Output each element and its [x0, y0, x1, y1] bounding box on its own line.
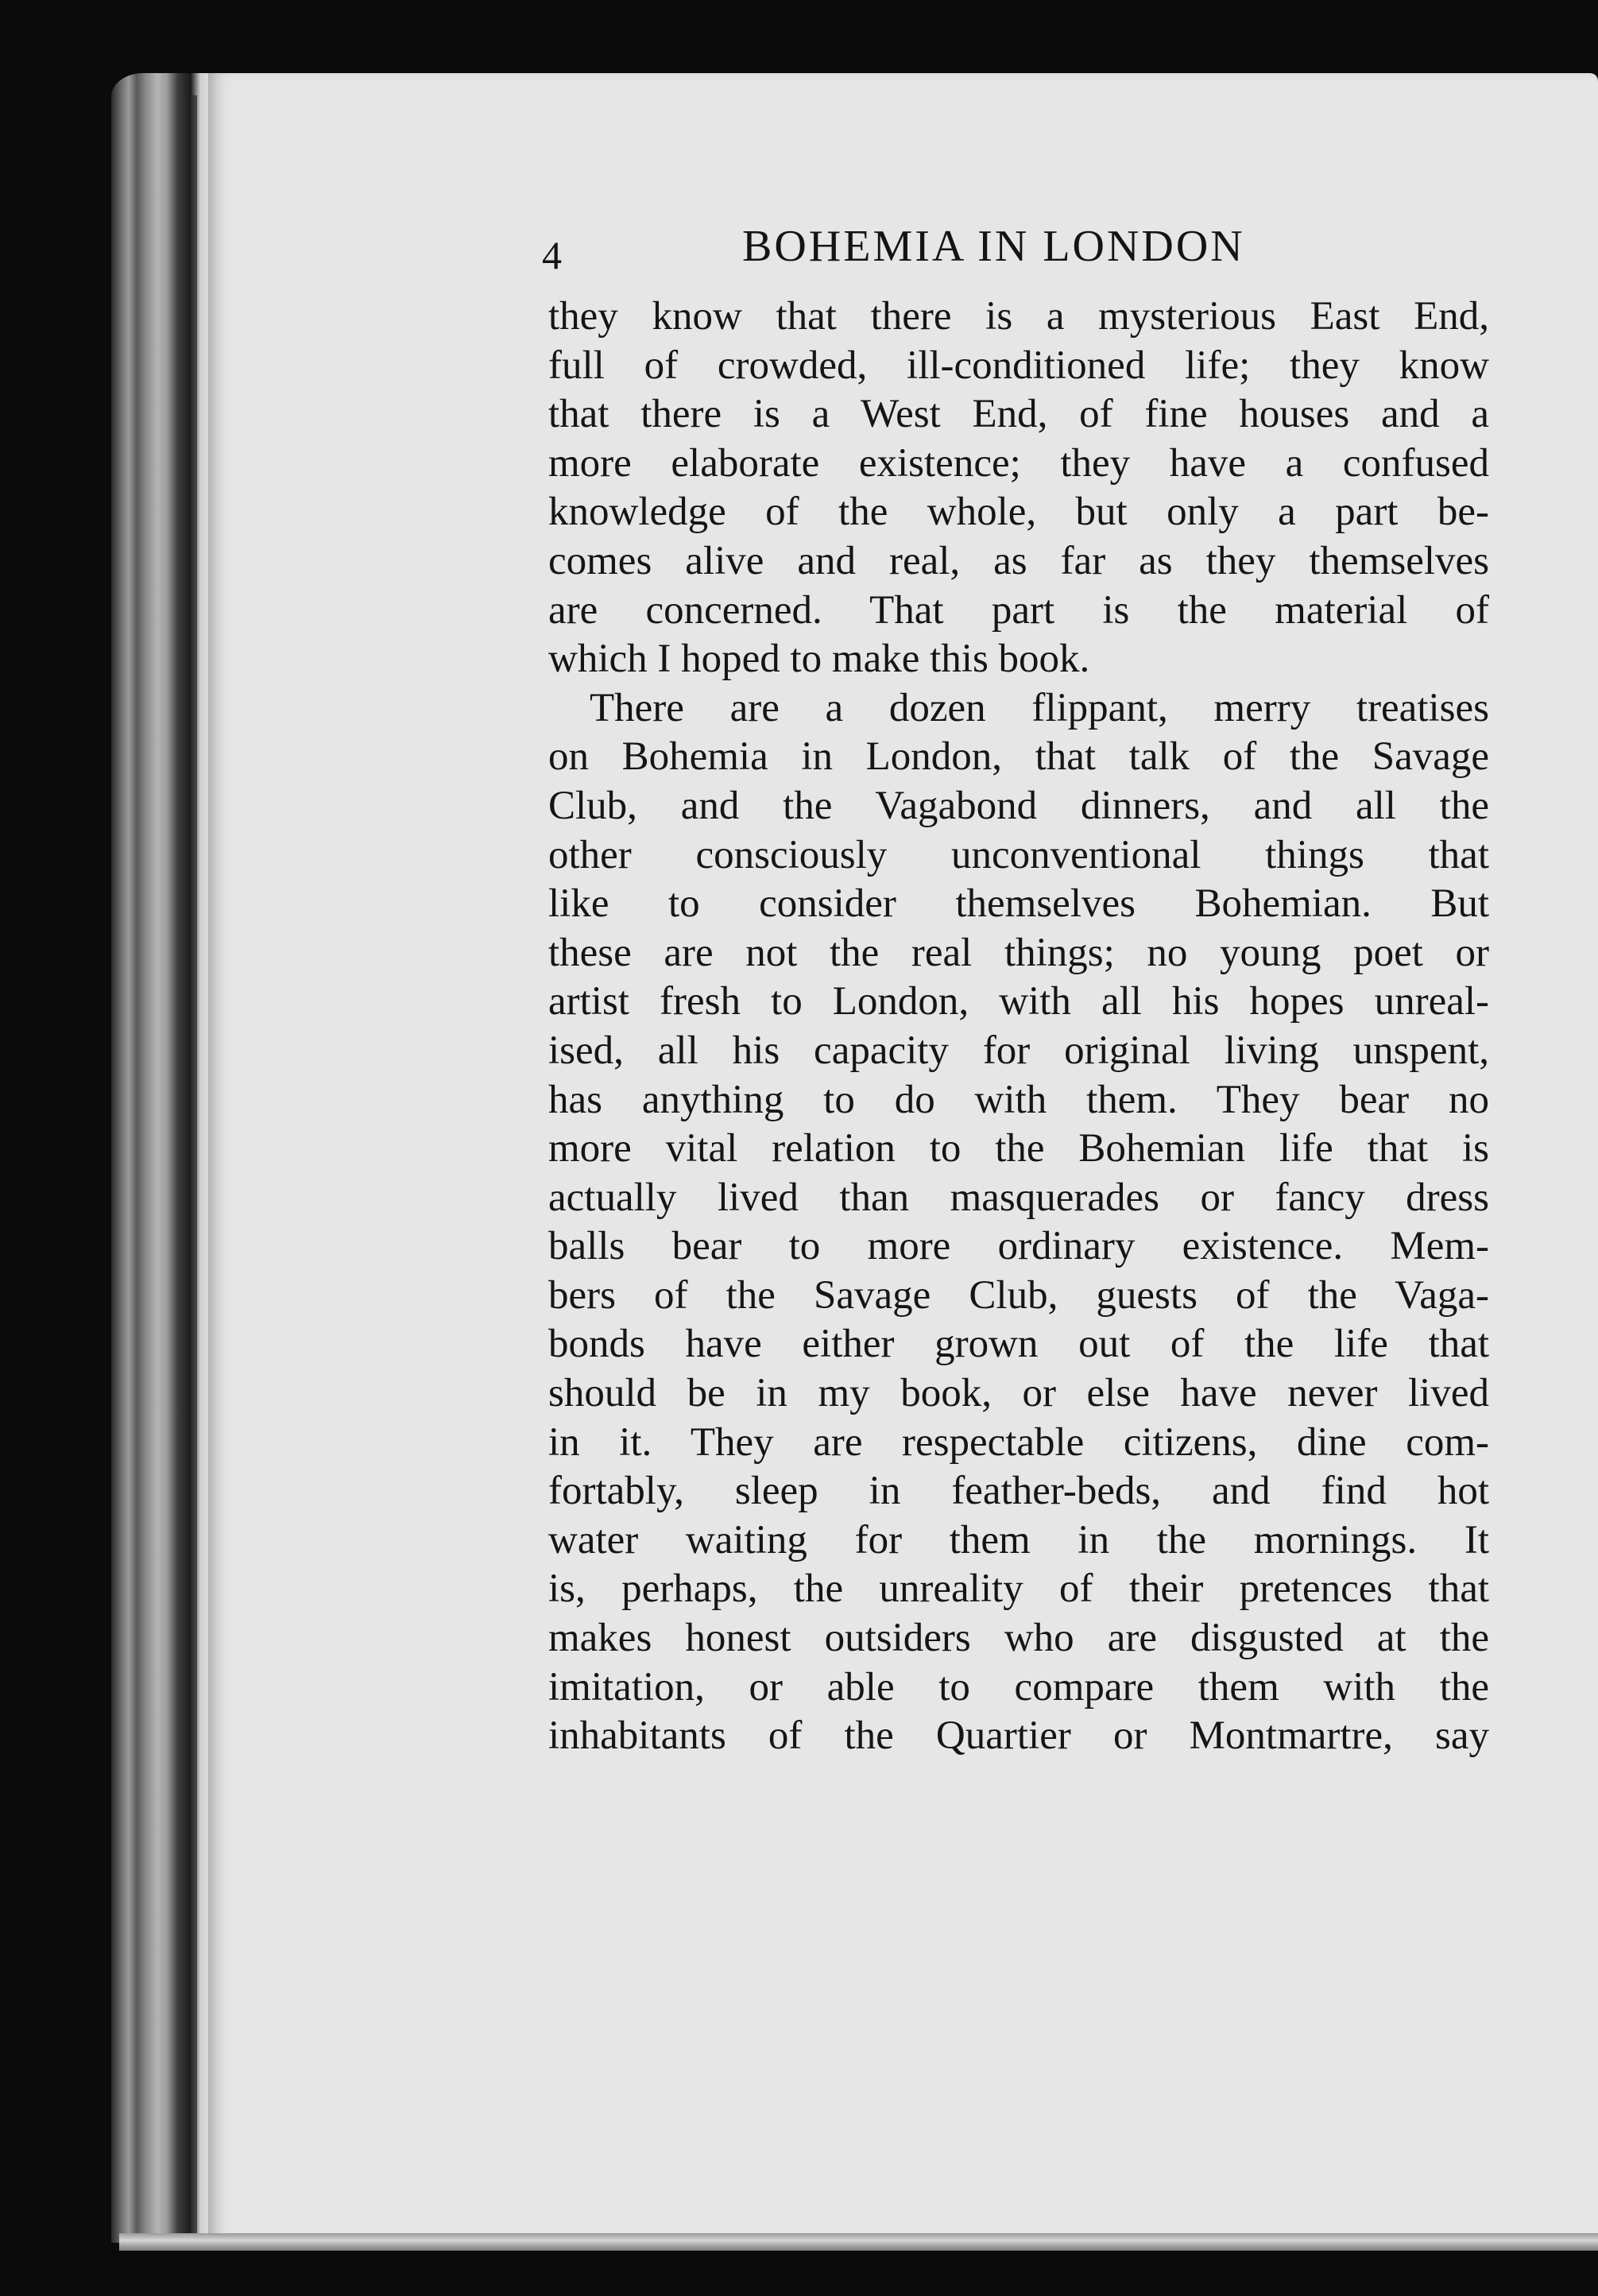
text-line: on Bohemia in London, that talk of the Savage — [548, 734, 1489, 780]
gutter-shadow — [191, 95, 197, 2233]
text-line: actually lived than masquerades or fancy dress — [548, 1175, 1489, 1220]
book-spine-edge — [111, 73, 222, 2243]
text-line: other consciously unconventional things that — [548, 832, 1489, 877]
text-line: more vital relation to the Bohemian life that is — [548, 1126, 1489, 1171]
text-line: these are not the real things; no young poet or — [548, 930, 1489, 975]
text-line: There are a dozen flippant, merry treatises — [590, 685, 1489, 730]
text-line: in it. They are respectable citizens, dine com- — [548, 1419, 1489, 1465]
text-line: more elaborate existence; they have a confused — [548, 440, 1489, 486]
text-line: balls bear to more ordinary existence. Mem- — [548, 1224, 1489, 1269]
text-line: knowledge of the whole, but only a part be- — [548, 490, 1489, 535]
page-header — [542, 213, 1495, 285]
text-line: bonds have either grown out of the life that — [548, 1322, 1489, 1367]
running-head: BOHEMIA IN LONDON — [742, 222, 1245, 271]
text-line: which I hoped to make this book. — [548, 637, 1090, 682]
text-line: imitation, or able to compare them with the — [548, 1664, 1489, 1709]
text-line: full of crowded, ill-conditioned life; they know — [548, 343, 1489, 388]
text-line: artist fresh to London, with all his hopes unreal- — [548, 979, 1489, 1024]
page-bottom-edge — [119, 2233, 1598, 2251]
text-line: should be in my book, or else have never lived — [548, 1371, 1489, 1416]
body-text — [548, 292, 1489, 1761]
text-line: that there is a West End, of fine houses and a — [548, 392, 1489, 437]
text-line: inhabitants of the Quartier or Montmartre, say — [548, 1713, 1489, 1759]
text-line: has anything to do with them. They bear no — [548, 1077, 1489, 1122]
text-line: Club, and the Vagabond dinners, and all the — [548, 783, 1489, 828]
text-line: water waiting for them in the mornings. It — [548, 1517, 1489, 1562]
text-line: makes honest outsiders who are disgusted at the — [548, 1616, 1489, 1661]
text-line: are concerned. That part is the material of — [548, 587, 1489, 633]
text-line: like to consider themselves Bohemian. But — [548, 881, 1489, 927]
text-line: is, perhaps, the unreality of their pretences that — [548, 1566, 1489, 1612]
text-line: comes alive and real, as far as they themselves — [548, 538, 1489, 583]
text-line: fortably, sleep in feather-beds, and find hot — [548, 1469, 1489, 1514]
text-line: bers of the Savage Club, guests of the Vaga- — [548, 1272, 1489, 1318]
text-line: they know that there is a mysterious East End, — [548, 294, 1489, 339]
page-number: 4 — [542, 233, 562, 277]
text-line: ised, all his capacity for original living unspent, — [548, 1028, 1489, 1073]
